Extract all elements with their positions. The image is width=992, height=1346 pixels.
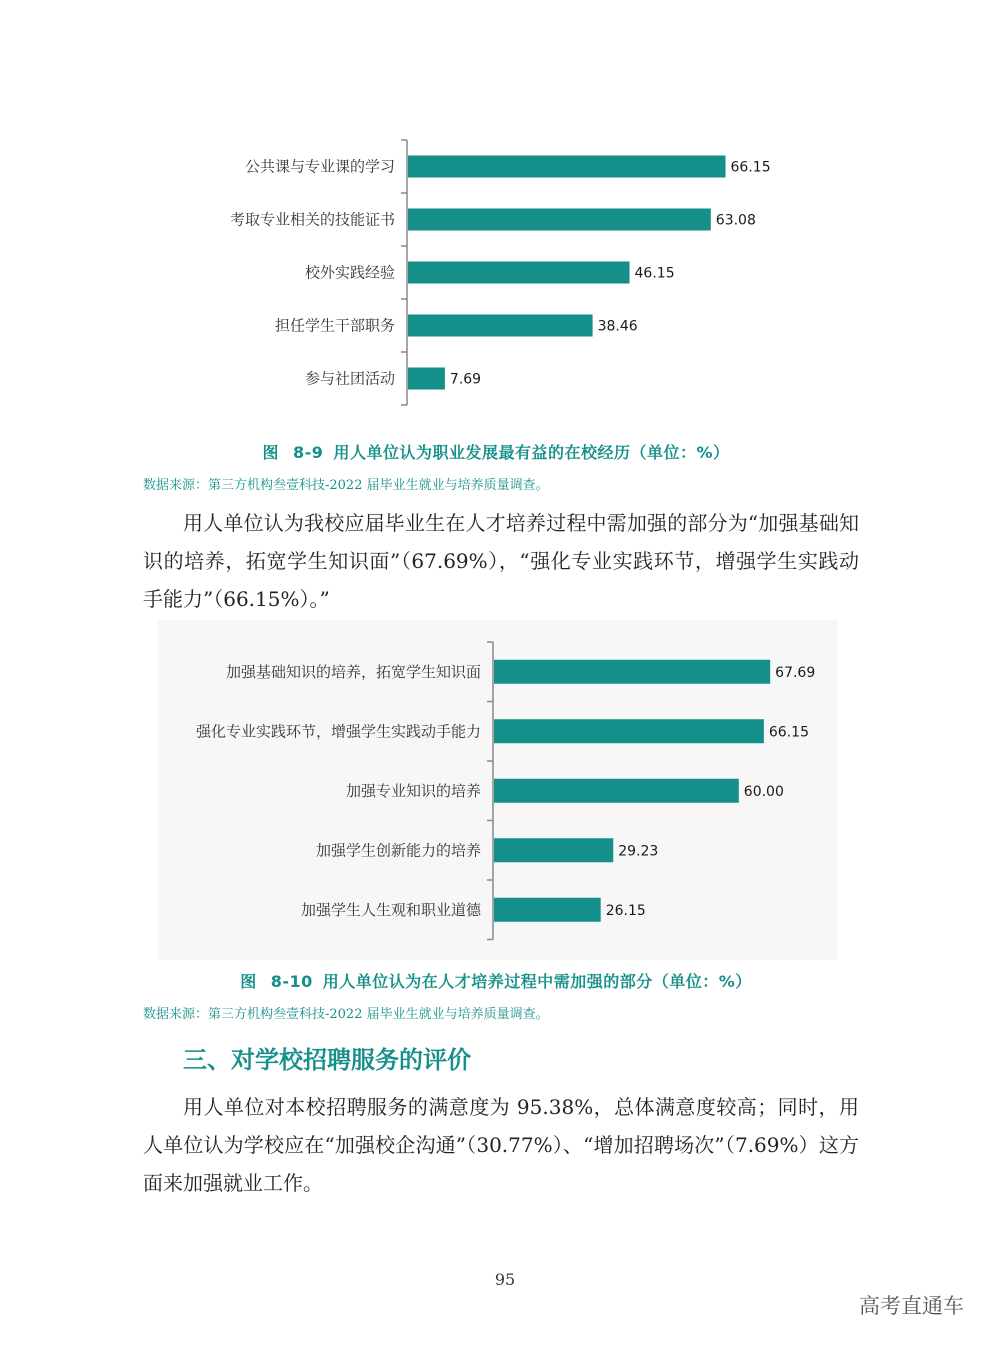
category-label: 担任学生干部职务 xyxy=(274,316,395,335)
bar xyxy=(494,898,601,922)
paragraph-recruitment-service: 用人单位对本校招聘服务的满意度为 95.38%，总体满意度较高；同时，用人单位认为学校应在“加强校企沟通”（30.77%）、“增加招聘场次”（7.69%）这方面来加强就业工作。 xyxy=(143,1095,859,1195)
bar xyxy=(494,719,764,743)
figure-8-10-number: 8-10 xyxy=(270,972,313,991)
figure-8-10-source: 数据来源：第三方机构叁壹科技-2022 届毕业生就业与培养质量调查。 xyxy=(143,1007,549,1022)
bar xyxy=(408,209,711,231)
category-label: 公共课与专业课的学习 xyxy=(244,157,395,176)
category-label: 考取专业相关的技能证书 xyxy=(229,210,395,229)
section-title: 三、对学校招聘服务的评价 xyxy=(183,1046,471,1074)
bar xyxy=(494,779,739,803)
value-label: 7.69 xyxy=(449,371,482,388)
value-label: 26.15 xyxy=(605,902,646,919)
value-label: 67.69 xyxy=(775,664,816,681)
bar xyxy=(494,838,613,862)
value-label: 63.08 xyxy=(715,212,756,229)
figure-8-10-title: 用人单位认为在人才培养过程中需加强的部分（单位：%） xyxy=(322,972,752,991)
watermark: 高考直通车 xyxy=(859,1294,964,1318)
category-label: 加强专业知识的培养 xyxy=(345,781,481,800)
figure-8-9-title: 用人单位认为职业发展最有益的在校经历（单位：%） xyxy=(333,443,730,462)
value-label: 66.15 xyxy=(768,724,809,741)
bar xyxy=(408,262,630,284)
value-label: 38.46 xyxy=(597,318,638,335)
page-number: 95 xyxy=(494,1270,516,1289)
value-label: 60.00 xyxy=(743,783,784,800)
value-label: 66.15 xyxy=(730,159,771,176)
bar xyxy=(408,368,445,390)
value-label: 29.23 xyxy=(618,843,659,860)
figure-8-10-caption xyxy=(0,969,992,992)
category-label: 加强学生人生观和职业道德 xyxy=(300,900,481,919)
category-label: 加强基础知识的培养，拓宽学生知识面 xyxy=(225,662,481,681)
figure-8-9-label: 图 xyxy=(262,443,280,462)
chart-8-10-svg xyxy=(0,630,992,950)
bar xyxy=(408,315,593,337)
chart-8-9-svg xyxy=(0,130,992,420)
bar xyxy=(408,156,726,178)
figure-8-9-caption xyxy=(0,440,992,463)
chart-8-10 xyxy=(0,630,992,950)
figure-8-9-number: 8-9 xyxy=(293,443,324,462)
chart-8-9 xyxy=(0,130,992,420)
category-label: 校外实践经验 xyxy=(304,263,395,282)
category-label: 强化专业实践环节，增强学生实践动手能力 xyxy=(195,722,481,741)
bar xyxy=(494,660,770,684)
value-label: 46.15 xyxy=(634,265,675,282)
category-label: 参与社团活动 xyxy=(304,369,395,388)
figure-8-10-label: 图 xyxy=(240,972,257,991)
figure-8-9-source: 数据来源：第三方机构叁壹科技-2022 届毕业生就业与培养质量调查。 xyxy=(143,478,549,493)
category-label: 加强学生创新能力的培养 xyxy=(315,841,481,860)
paragraph-training-needs: 用人单位认为我校应届毕业生在人才培养过程中需加强的部分为“加强基础知识的培养，拓宽学生知识面”（67.69%），“强化专业实践环节，增强学生实践动手能力”（66.15%）。” xyxy=(143,511,859,611)
